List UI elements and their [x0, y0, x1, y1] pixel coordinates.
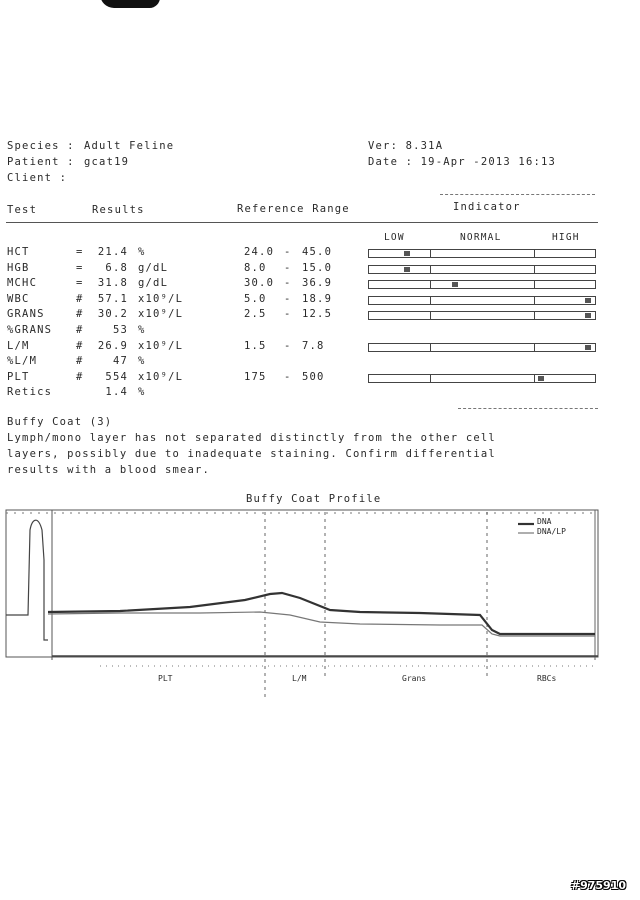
row-unit: g/dL: [138, 262, 169, 274]
col-indicator: Indicator: [453, 201, 521, 213]
row-op: #: [76, 371, 84, 383]
row-ref-low: 8.0: [244, 262, 267, 274]
row-unit: %: [138, 386, 146, 398]
row-value: 26.9: [97, 340, 128, 352]
row-test: MCHC: [7, 277, 38, 289]
indicator-bar: [368, 374, 596, 383]
indicator-bar: [368, 343, 596, 352]
row-ref-high: 45.0: [302, 246, 333, 258]
row-test: PLT: [7, 371, 30, 383]
row-op: #: [76, 308, 84, 320]
row-unit: x10⁹/L: [138, 371, 184, 383]
profile-title: Buffy Coat Profile: [246, 493, 382, 505]
species-value: Adult Feline: [84, 140, 175, 152]
row-ref-high: 7.8: [302, 340, 325, 352]
row-unit: x10⁹/L: [138, 308, 184, 320]
indicator-zone-tick: [534, 280, 535, 289]
indicator-zone-tick: [430, 311, 431, 320]
row-value: 21.4: [97, 246, 128, 258]
indicator-marker: [585, 313, 591, 318]
row-test: GRANS: [7, 308, 45, 320]
indicator-marker: [538, 376, 544, 381]
row-unit: x10⁹/L: [138, 340, 184, 352]
indicator-marker: [585, 298, 591, 303]
zone-label-grans: Grans: [402, 674, 427, 683]
row-value: 6.8: [105, 262, 128, 274]
profile-spike: [6, 520, 48, 640]
indicator-zone-tick: [534, 343, 535, 352]
row-op: #: [76, 355, 84, 367]
document-id-stamp: #975910: [570, 879, 626, 892]
row-ref-high: 18.9: [302, 293, 333, 305]
row-ref-low: 5.0: [244, 293, 267, 305]
indicator-zone-tick: [534, 249, 535, 258]
zone-label-lm: L/M: [292, 674, 307, 683]
notes-line: Lymph/mono layer has not separated distinctly from the other cell: [7, 432, 496, 444]
row-ref-low: 175: [244, 371, 267, 383]
row-unit: %: [138, 324, 146, 336]
row-value: 554: [105, 371, 128, 383]
indicator-zone-tick: [534, 374, 535, 383]
scan-ink-blot: [100, 0, 160, 8]
row-value: 57.1: [97, 293, 128, 305]
row-ref-low: 24.0: [244, 246, 275, 258]
row-ref-high: 500: [302, 371, 325, 383]
row-test: L/M: [7, 340, 30, 352]
indicator-zone-tick: [430, 296, 431, 305]
ref-range-dash: -: [284, 308, 292, 320]
indicator-zone-tick: [430, 265, 431, 274]
col-results: Results: [92, 204, 145, 216]
indicator-zone-tick: [430, 343, 431, 352]
row-ref-high: 15.0: [302, 262, 333, 274]
species-label: Species :: [7, 140, 75, 152]
ref-range-dash: -: [284, 277, 292, 289]
indicator-bar: [368, 311, 596, 320]
row-op: #: [76, 293, 84, 305]
row-unit: g/dL: [138, 277, 169, 289]
client-label: Client :: [7, 172, 68, 184]
row-test: HGB: [7, 262, 30, 274]
indicator-high: HIGH: [552, 232, 580, 243]
ref-range-dash: -: [284, 340, 292, 352]
version: Ver: 8.31A: [368, 140, 444, 152]
indicator-normal: NORMAL: [460, 232, 502, 243]
row-ref-low: 30.0: [244, 277, 275, 289]
indicator-zone-tick: [430, 249, 431, 258]
indicator-zone-tick: [534, 296, 535, 305]
ref-range-dash: -: [284, 262, 292, 274]
row-value: 53: [112, 324, 128, 336]
row-value: 31.8: [97, 277, 128, 289]
indicator-marker: [404, 267, 410, 272]
ref-range-dash: -: [284, 293, 292, 305]
legend-dna-lp: DNA/LP: [537, 527, 566, 536]
indicator-low: LOW: [384, 232, 405, 243]
row-value: 1.4: [105, 386, 128, 398]
col-test: Test: [7, 204, 38, 216]
indicator-zone-tick: [430, 280, 431, 289]
ref-range-dash: -: [284, 371, 292, 383]
dna-lp-curve: [48, 612, 595, 636]
row-unit: x10⁹/L: [138, 293, 184, 305]
row-ref-high: 36.9: [302, 277, 333, 289]
header-divider: [440, 194, 595, 195]
row-value: 47: [112, 355, 128, 367]
row-op: =: [76, 277, 84, 289]
report-date: Date : 19-Apr -2013 16:13: [368, 156, 557, 168]
profile-frame: [6, 510, 598, 657]
row-op: =: [76, 246, 84, 258]
indicator-marker: [452, 282, 458, 287]
indicator-marker: [404, 251, 410, 256]
ref-range-dash: -: [284, 246, 292, 258]
notes-title: Buffy Coat (3): [7, 416, 113, 428]
dna-curve: [48, 593, 595, 634]
patient-label: Patient :: [7, 156, 75, 168]
col-reference: Reference Range: [237, 203, 350, 215]
row-test: WBC: [7, 293, 30, 305]
indicator-zone-tick: [534, 311, 535, 320]
notes-line: results with a blood smear.: [7, 464, 211, 476]
indicator-zone-tick: [534, 265, 535, 274]
indicator-bar: [368, 265, 596, 274]
row-test: %L/M: [7, 355, 38, 367]
row-test: Retics: [7, 386, 53, 398]
row-unit: %: [138, 246, 146, 258]
zone-label-rbcs: RBCs: [537, 674, 557, 683]
row-op: #: [76, 324, 84, 336]
row-op: #: [76, 340, 84, 352]
indicator-zone-tick: [430, 374, 431, 383]
indicator-bar: [368, 249, 596, 258]
legend-dna: DNA: [537, 517, 552, 526]
table-rule: [6, 222, 598, 223]
row-ref-high: 12.5: [302, 308, 333, 320]
row-ref-low: 2.5: [244, 308, 267, 320]
row-unit: %: [138, 355, 146, 367]
row-test: HCT: [7, 246, 30, 258]
row-test: %GRANS: [7, 324, 53, 336]
indicator-bar: [368, 296, 596, 305]
row-ref-low: 1.5: [244, 340, 267, 352]
indicator-marker: [585, 345, 591, 350]
patient-value: gcat19: [84, 156, 130, 168]
zone-label-plt: PLT: [158, 674, 173, 683]
notes-divider: [458, 408, 598, 409]
notes-line: layers, possibly due to inadequate staining. Confirm differential: [7, 448, 496, 460]
row-op: =: [76, 262, 84, 274]
indicator-bar: [368, 280, 596, 289]
row-value: 30.2: [97, 308, 128, 320]
